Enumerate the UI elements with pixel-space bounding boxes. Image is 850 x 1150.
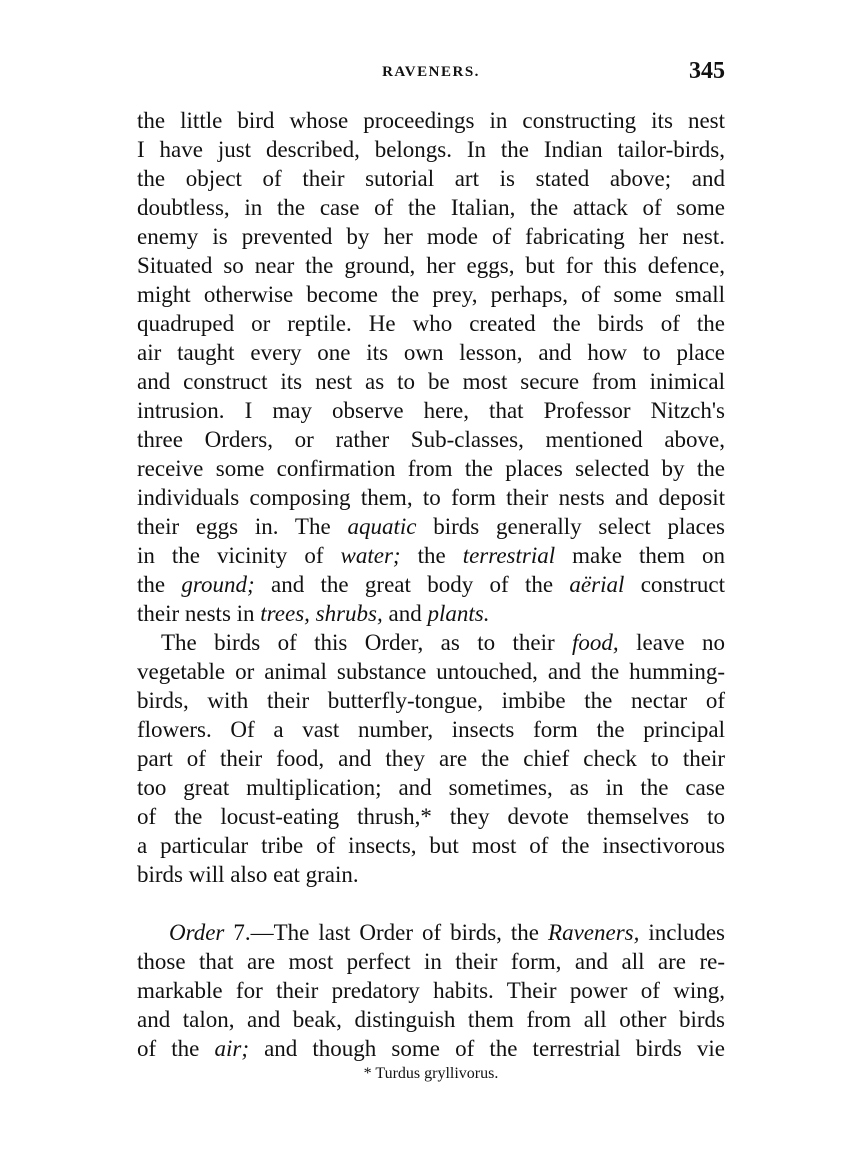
text-line: vegetable or animal substance untouched, and the humming- (137, 659, 725, 684)
text-line: three Orders, or rather Sub-classes, mentioned above, (137, 427, 725, 452)
italic-term: aquatic (347, 514, 417, 539)
footnote (137, 1063, 725, 1085)
text-line: the object of their sutorial art is stated above; and (137, 166, 725, 191)
text-line: flowers. Of a vast number, insects form the principal (137, 717, 725, 742)
text-line: too great multiplication; and sometimes, as in the case (137, 775, 725, 800)
text-line (137, 570, 725, 599)
text-run: and though some of the terrestrial birds vie (248, 1036, 725, 1061)
text-line: birds, with their butterfly-tongue, imbibe the nectar of (137, 688, 725, 713)
italic-term: plants. (427, 601, 490, 626)
text-run: their nests in (137, 601, 261, 626)
text-line: individuals composing them, to form their nests and deposit (137, 485, 725, 510)
italic-term: Order (169, 920, 225, 945)
text-line (137, 918, 725, 947)
text-line: markable for their predatory habits. Their power of wing, (137, 978, 725, 1003)
text-line (137, 599, 725, 628)
italic-term: food, (572, 630, 619, 655)
text-line (137, 541, 725, 570)
text-line: I have just described, belongs. In the Indian tailor-birds, (137, 137, 725, 162)
text-run: birds generally select places (416, 514, 725, 539)
text-run: 7.—The last Order of birds, the (224, 920, 549, 945)
text-line: the little bird whose proceedings in constructing its nest (137, 108, 725, 133)
italic-term: aërial (569, 572, 625, 597)
text-line: might otherwise become the prey, perhaps, of some small (137, 282, 725, 307)
text-line: those that are most perfect in their form, and all are re- (137, 949, 725, 974)
italic-term: ground; (181, 572, 255, 597)
text-line: and construct its nest as to be most secure from inimical (137, 369, 725, 394)
italic-term: terrestrial (462, 543, 556, 568)
text-line: of the locust-eating thrush,* they devote themselves to (137, 804, 725, 829)
text-run: includes (639, 920, 725, 945)
italic-term: air; (214, 1036, 249, 1061)
text-line: receive some confirmation from the places selected by the (137, 456, 725, 481)
text-run: make them on (555, 543, 725, 568)
text-run: leave no (618, 630, 726, 655)
text-line: air taught every one its own lesson, and how to place (137, 340, 725, 365)
text-line: Situated so near the ground, her eggs, but for this defence, (137, 253, 725, 278)
text-run: The birds of this Order, as to their (161, 630, 573, 655)
text-line: part of their food, and they are the chief check to their (137, 746, 725, 771)
text-line: a particular tribe of insects, but most of the insectivorous (137, 833, 725, 858)
footnote-marker: * (363, 1065, 372, 1082)
text-run: the (137, 572, 182, 597)
text-line (137, 628, 725, 657)
text-line: doubtless, in the case of the Italian, the attack of some (137, 195, 725, 220)
footnote-text: Turdus gryllivorus. (371, 1065, 499, 1082)
text-line: enemy is prevented by her mode of fabricating her nest. (137, 224, 725, 249)
text-run: in the vicinity of (137, 543, 341, 568)
text-run: construct (624, 572, 725, 597)
page-number: 345 (689, 58, 725, 84)
running-head (137, 58, 725, 90)
text-line: intrusion. I may observe here, that Professor Nitzch's (137, 398, 725, 423)
text-line: quadruped or reptile. He who created the birds of the (137, 311, 725, 336)
text-run: and (382, 601, 428, 626)
text-line: and talon, and beak, distinguish them from all other birds (137, 1007, 725, 1032)
italic-term: shrubs, (315, 601, 383, 626)
body-text (137, 106, 725, 1063)
text-line (137, 1034, 725, 1063)
text-run: the (400, 543, 463, 568)
text-line (137, 512, 725, 541)
italic-term: trees, (260, 601, 310, 626)
text-run: and the great body of the (254, 572, 570, 597)
text-run: their eggs in. The (137, 514, 348, 539)
running-title: RAVENERS. (382, 64, 480, 80)
text-line: birds will also eat grain. (137, 862, 359, 887)
italic-term: water; (340, 543, 401, 568)
text-run: of the (137, 1036, 215, 1061)
italic-term: Raveners, (548, 920, 640, 945)
